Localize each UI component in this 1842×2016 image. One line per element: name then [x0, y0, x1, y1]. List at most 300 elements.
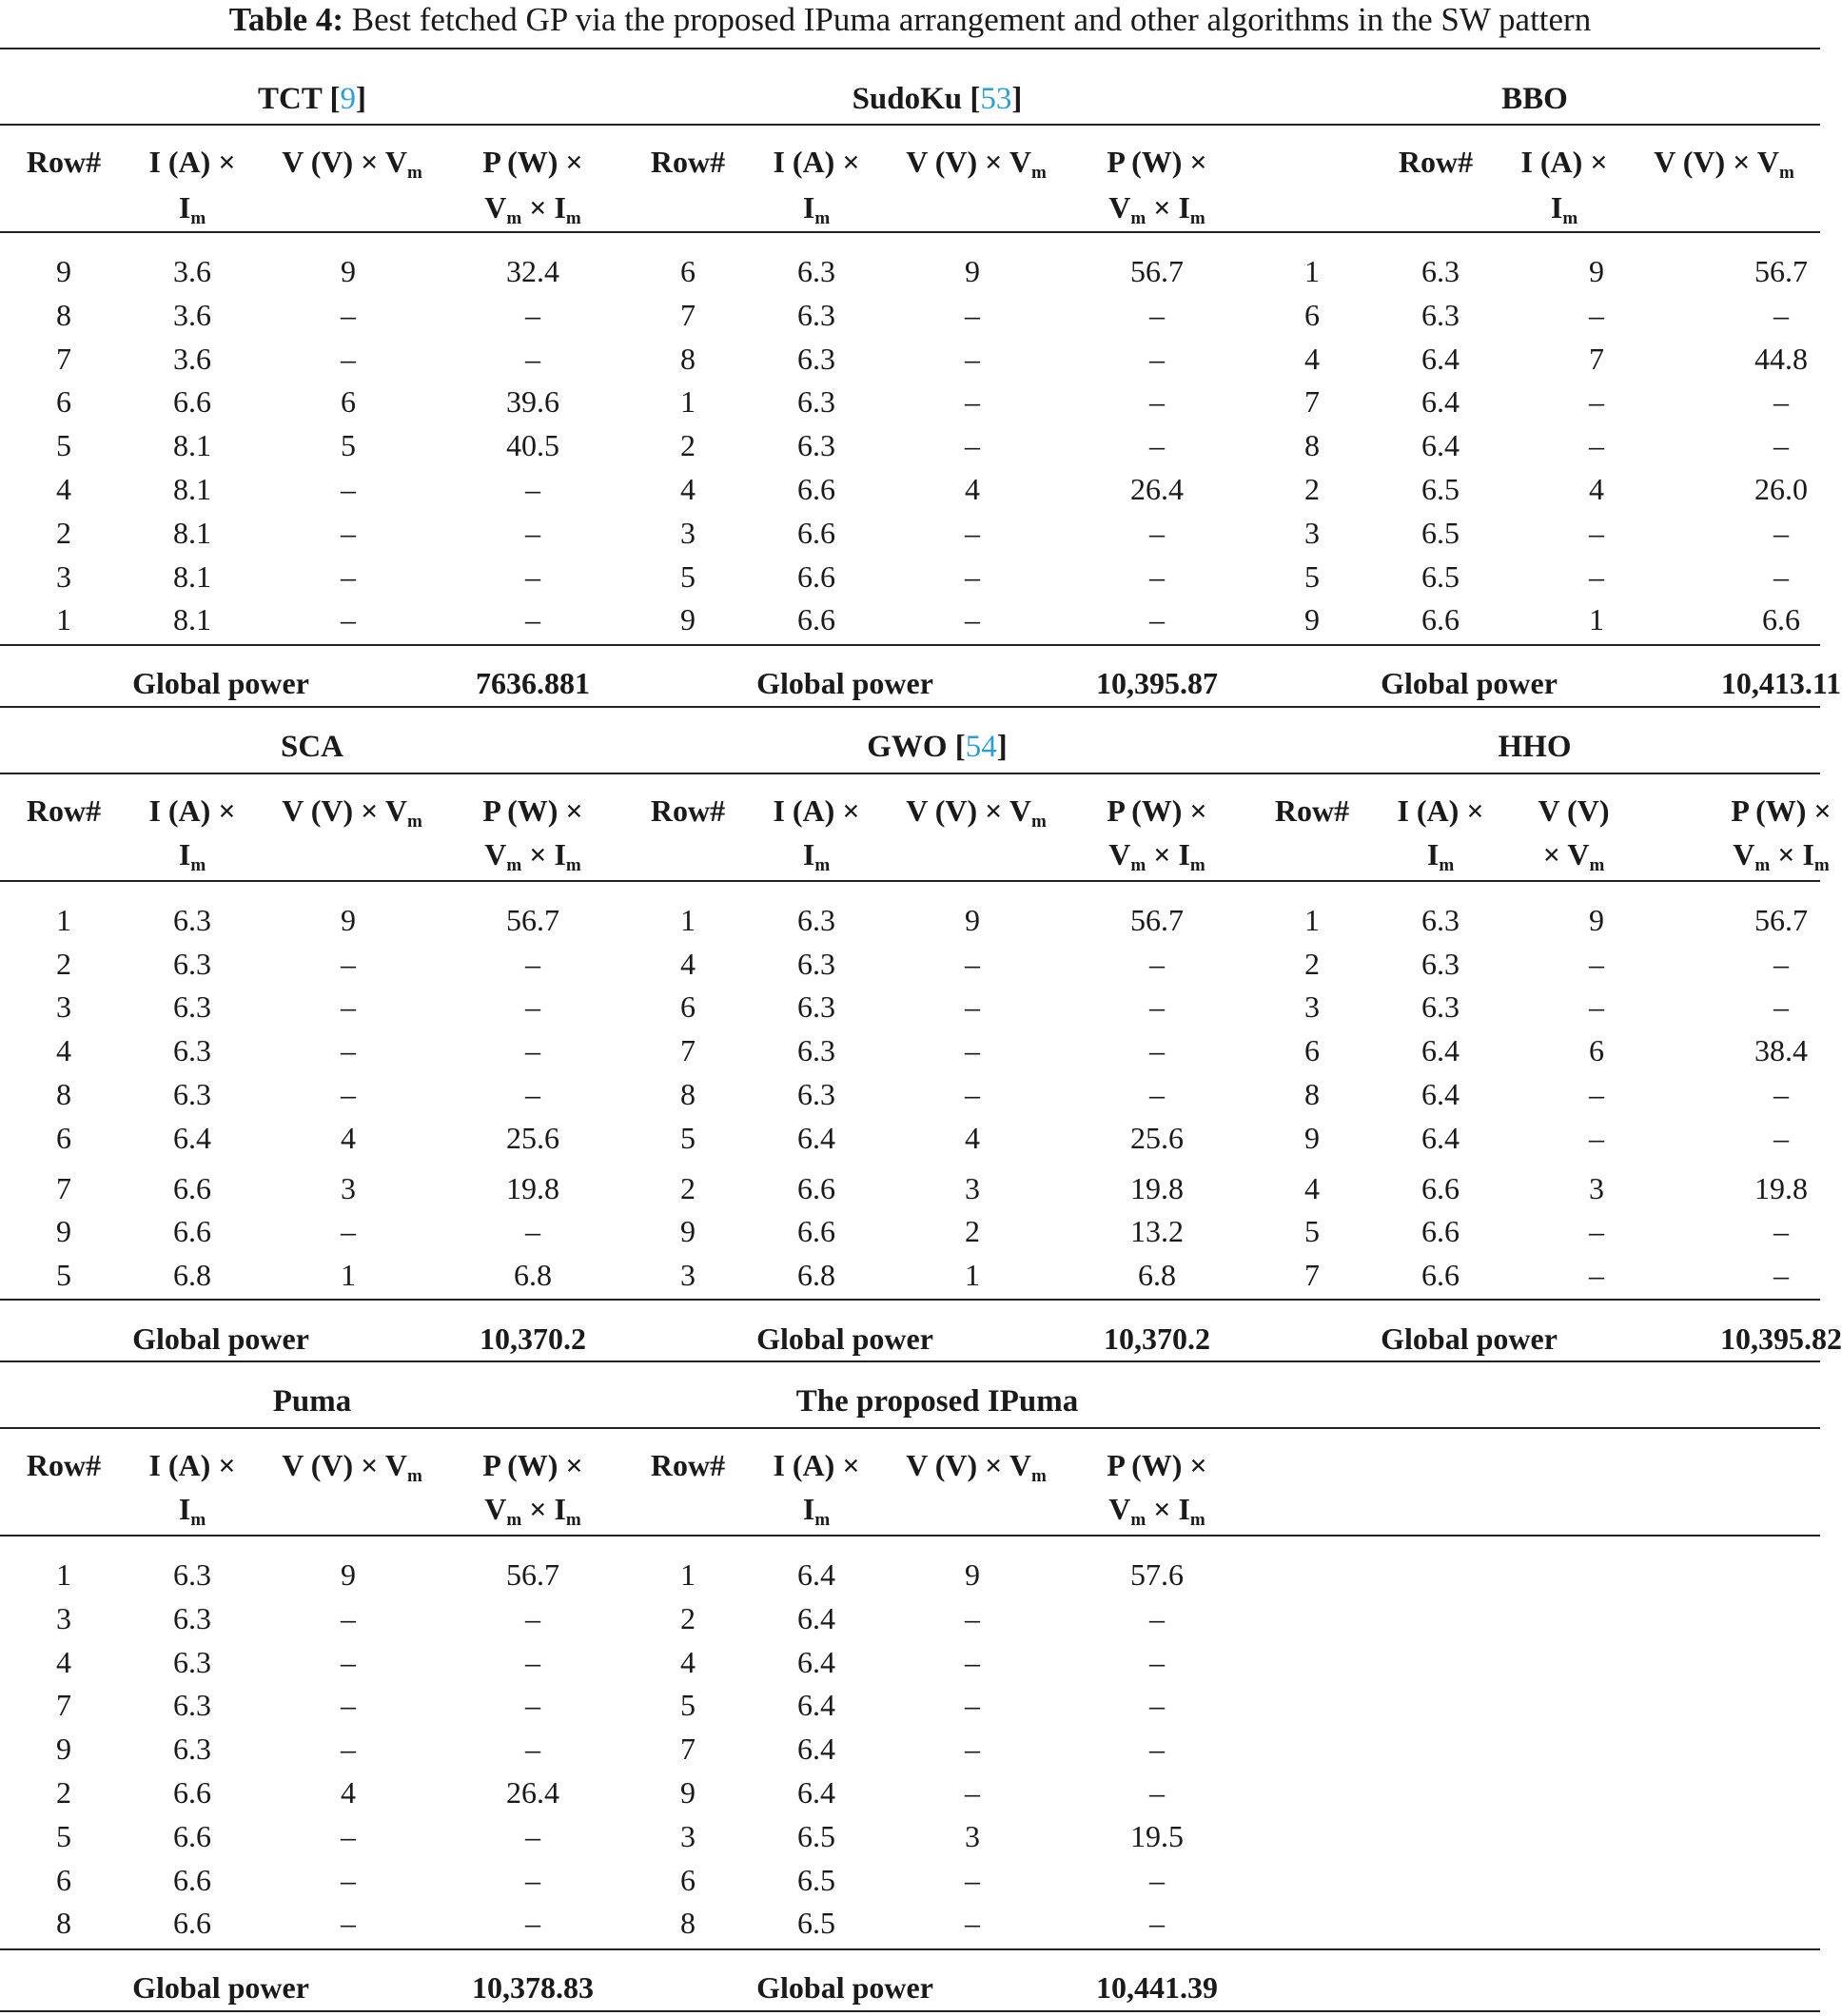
cell-row-number: 8: [680, 1906, 696, 1941]
col-header-voltage: V (V) × Vm: [906, 1448, 1047, 1486]
cell-row-number: 5: [1304, 558, 1320, 594]
cell-power: –: [525, 989, 540, 1024]
cell-current: 6.3: [797, 341, 835, 376]
cell-current: 6.3: [797, 297, 835, 332]
cell-power: –: [525, 1732, 540, 1767]
cell-voltage: –: [341, 341, 356, 376]
panel-title: TCT [9]: [257, 82, 367, 116]
cell-current: 6.6: [1421, 1214, 1460, 1248]
cell-power: 19.8: [1754, 1171, 1808, 1205]
cell-row-number: 4: [680, 1644, 696, 1679]
caption-label: Table 4:: [228, 1, 344, 38]
cell-row-number: 3: [680, 515, 696, 550]
panel-title-text: BBO: [1501, 82, 1568, 116]
cell-voltage: 6: [341, 384, 356, 420]
cell-voltage: 3: [965, 1171, 980, 1205]
caption-text: Best fetched GP via the proposed IPuma arrangement and other algorithms in the SW pattern: [351, 1, 1592, 38]
panel-title: [1498, 725, 1571, 769]
cell-power: 39.6: [506, 384, 559, 420]
cell-current: 6.3: [797, 1077, 835, 1111]
rule-line: [0, 1948, 1820, 1950]
cell-row-number: 1: [680, 903, 696, 937]
cell-power: 19.5: [1130, 1818, 1184, 1853]
citation-link[interactable]: 9: [340, 82, 357, 116]
cell-row-number: 5: [56, 1258, 71, 1292]
col-header-current: I (A) ×: [773, 145, 860, 179]
cell-voltage: 3: [341, 1171, 356, 1205]
cell-power: –: [1149, 989, 1165, 1024]
col-header-power-sub: Vm × Im: [1108, 190, 1205, 228]
cell-voltage: –: [965, 1906, 980, 1941]
panel-title: [1501, 77, 1568, 121]
cell-voltage: –: [965, 602, 980, 637]
cell-power: 56.7: [1130, 254, 1184, 288]
panel-title: SudoKu [53]: [852, 82, 1023, 116]
cell-power: –: [1773, 947, 1789, 981]
cell-power: –: [525, 1862, 540, 1897]
col-header-power: P (W) ×: [482, 145, 583, 179]
panel-title: [281, 725, 343, 769]
cell-voltage: –: [965, 1644, 980, 1679]
col-header-row: Row#: [26, 793, 102, 828]
cell-voltage: –: [341, 1033, 356, 1067]
col-header-voltage: V (V) × Vm: [282, 1448, 422, 1486]
cell-power: 32.4: [506, 254, 559, 288]
cell-voltage: –: [965, 947, 980, 981]
col-header-power-sub: Vm × Im: [484, 190, 581, 228]
cell-power: 6.8: [1138, 1258, 1176, 1292]
cell-current: 6.8: [797, 1258, 835, 1292]
cell-power: 56.7: [506, 1557, 559, 1592]
cell-row-number: 3: [56, 1600, 71, 1635]
cell-voltage: –: [965, 1775, 980, 1810]
cell-current: 6.6: [797, 558, 835, 594]
cell-row-number: 7: [56, 1171, 71, 1205]
cell-current: 6.6: [1421, 602, 1460, 637]
cell-row-number: 6: [56, 1862, 71, 1897]
col-header-current: I (A) ×: [773, 793, 860, 828]
cell-current: 6.3: [173, 947, 211, 981]
panel-title-text: SCA: [280, 730, 344, 764]
cell-current: 6.3: [173, 1732, 211, 1767]
cell-voltage: –: [965, 989, 980, 1024]
cell-voltage: –: [1589, 1258, 1604, 1292]
cell-voltage: –: [341, 1862, 356, 1897]
cell-voltage: –: [341, 297, 356, 332]
cell-voltage: –: [341, 1732, 356, 1767]
cell-row-number: 7: [680, 1033, 696, 1067]
cell-voltage: 6: [1589, 1033, 1604, 1067]
global-power-label: Global power: [1381, 1321, 1558, 1356]
cell-power: 26.0: [1754, 472, 1808, 506]
cell-power: –: [525, 1688, 540, 1723]
global-power-label: Global power: [756, 1970, 933, 2005]
cell-current: 6.6: [173, 1862, 211, 1897]
cell-power: –: [1149, 428, 1165, 463]
global-power-value: 10,395.82: [1720, 1321, 1842, 1356]
cell-row-number: 6: [680, 254, 696, 288]
cell-current: 6.6: [173, 1775, 211, 1810]
cell-current: 6.3: [173, 1644, 211, 1679]
cell-row-number: 8: [680, 341, 696, 376]
cell-current: 3.6: [173, 254, 211, 288]
rule-line: [0, 1299, 1820, 1301]
cell-power: –: [525, 297, 540, 332]
col-header-row: Row#: [1398, 145, 1474, 179]
cell-current: 6.3: [1421, 989, 1460, 1024]
col-header-voltage: V (V) × Vm: [282, 793, 422, 832]
cell-voltage: –: [341, 558, 356, 594]
cell-row-number: 9: [680, 602, 696, 637]
cell-current: 6.6: [1421, 1258, 1460, 1292]
cell-voltage: –: [965, 428, 980, 463]
panel-title: [796, 1380, 1078, 1423]
cell-power: –: [1773, 1077, 1789, 1111]
cell-power: –: [525, 947, 540, 981]
cell-row-number: 1: [56, 1557, 71, 1592]
cell-voltage: –: [965, 1688, 980, 1723]
cell-voltage: –: [965, 384, 980, 420]
cell-voltage: 9: [341, 1557, 356, 1592]
global-power-value: 10,413.11: [1720, 666, 1842, 700]
col-header-power-sub: Vm × Im: [1733, 837, 1830, 875]
cell-current: 6.4: [797, 1557, 835, 1592]
cell-row-number: 8: [56, 1906, 71, 1941]
rule-line: [0, 1427, 1820, 1429]
col-header-current-sub: Im: [1426, 837, 1455, 875]
cell-current: 6.3: [797, 947, 835, 981]
cell-power: –: [1149, 1600, 1165, 1635]
cell-row-number: 6: [56, 384, 71, 420]
cell-power: –: [1149, 1077, 1165, 1111]
col-header-current-sub: Im: [802, 1492, 831, 1530]
cell-power: –: [1149, 1732, 1165, 1767]
cell-voltage: 9: [341, 903, 356, 937]
cell-voltage: –: [341, 472, 356, 506]
global-power-value: 7636.881: [476, 666, 590, 700]
global-power-value: 10,370.2: [480, 1321, 586, 1356]
rule-line: [0, 2010, 1820, 2012]
cell-current: 6.6: [173, 1906, 211, 1941]
cell-row-number: 5: [680, 1688, 696, 1723]
cell-row-number: 3: [680, 1258, 696, 1292]
cell-voltage: –: [965, 1862, 980, 1897]
global-power-value: 10,441.39: [1096, 1970, 1218, 2005]
cell-row-number: 1: [56, 903, 71, 937]
cell-current: 6.3: [173, 903, 211, 937]
col-header-current-sub: Im: [1550, 190, 1578, 228]
cell-voltage: –: [341, 1688, 356, 1723]
cell-current: 6.5: [797, 1862, 835, 1897]
global-power-value: 10,395.87: [1096, 666, 1218, 700]
cell-current: 6.6: [173, 1171, 211, 1205]
cell-row-number: 5: [680, 1121, 696, 1155]
cell-voltage: –: [341, 1644, 356, 1679]
cell-voltage: –: [341, 1818, 356, 1853]
cell-row-number: 8: [56, 1077, 71, 1111]
global-power-label: Global power: [756, 1321, 933, 1356]
col-header-power: P (W) ×: [482, 1448, 583, 1482]
cell-current: 6.3: [1421, 903, 1460, 937]
col-header-current-sub: Im: [178, 837, 206, 875]
cell-current: 6.3: [1421, 297, 1460, 332]
cell-power: –: [525, 1214, 540, 1248]
cell-voltage: 5: [341, 428, 356, 463]
cell-power: –: [1149, 341, 1165, 376]
cell-voltage: –: [1589, 515, 1604, 550]
cell-row-number: 4: [1304, 341, 1320, 376]
cell-current: 6.6: [797, 472, 835, 506]
panel-title-text: GWO: [867, 730, 948, 764]
cell-current: 6.6: [1421, 1171, 1460, 1205]
cell-current: 8.1: [173, 472, 211, 506]
cell-row-number: 2: [1304, 472, 1320, 506]
col-header-current: I (A) ×: [148, 145, 236, 179]
cell-current: 6.4: [797, 1775, 835, 1810]
col-header-row: Row#: [1274, 793, 1350, 828]
rule-line: [0, 124, 1820, 126]
cell-power: 26.4: [506, 1775, 559, 1810]
cell-power: –: [1773, 515, 1789, 550]
col-header-voltage: V (V): [1538, 793, 1610, 828]
col-header-voltage-sub: × Vm: [1542, 837, 1605, 875]
cell-row-number: 9: [680, 1775, 696, 1810]
cell-power: –: [1149, 1775, 1165, 1810]
cell-current: 6.4: [1421, 428, 1460, 463]
cell-current: 6.3: [1421, 947, 1460, 981]
cell-row-number: 3: [56, 989, 71, 1024]
col-header-voltage: V (V) × Vm: [1654, 145, 1794, 183]
cell-current: 6.6: [797, 515, 835, 550]
cell-row-number: 1: [56, 602, 71, 637]
col-header-power: P (W) ×: [1107, 793, 1207, 828]
cell-current: 8.1: [173, 515, 211, 550]
cell-power: 26.4: [1130, 472, 1184, 506]
cell-voltage: 9: [1589, 254, 1604, 288]
cell-row-number: 9: [56, 254, 71, 288]
rule-line: [0, 706, 1820, 708]
panel-title: GWO [54]: [867, 730, 1008, 764]
cell-voltage: 9: [965, 254, 980, 288]
cell-current: 6.3: [797, 989, 835, 1024]
cell-row-number: 3: [680, 1818, 696, 1853]
cell-voltage: –: [341, 515, 356, 550]
cell-voltage: 9: [965, 903, 980, 937]
cell-voltage: –: [965, 1600, 980, 1635]
cell-voltage: –: [1589, 297, 1604, 332]
cell-voltage: 1: [1589, 602, 1604, 637]
cell-current: 6.4: [173, 1121, 211, 1155]
cell-voltage: 1: [341, 1258, 356, 1292]
cell-current: 3.6: [173, 297, 211, 332]
cell-power: 25.6: [506, 1121, 559, 1155]
cell-power: –: [525, 472, 540, 506]
global-power-label: Global power: [132, 1970, 309, 2005]
cell-voltage: –: [1589, 947, 1604, 981]
cell-row-number: 7: [1304, 1258, 1320, 1292]
cell-voltage: –: [341, 1600, 356, 1635]
cell-row-number: 7: [56, 1688, 71, 1723]
rule-line: [0, 1360, 1820, 1362]
cell-current: 6.6: [797, 1171, 835, 1205]
citation-link[interactable]: 53: [980, 82, 1012, 116]
cell-row-number: 9: [680, 1214, 696, 1248]
cell-power: –: [525, 341, 540, 376]
cell-power: –: [1149, 384, 1165, 420]
cell-row-number: 2: [680, 1600, 696, 1635]
rule-line: [0, 231, 1820, 233]
panel-title-text: The proposed IPuma: [795, 1384, 1079, 1419]
cell-current: 6.4: [1421, 384, 1460, 420]
cell-row-number: 7: [680, 297, 696, 332]
cell-power: –: [1773, 428, 1789, 463]
cell-row-number: 1: [1304, 903, 1320, 937]
col-header-voltage: V (V) × Vm: [906, 145, 1047, 183]
cell-voltage: 3: [1589, 1171, 1604, 1205]
cell-row-number: 2: [680, 428, 696, 463]
col-header-current: I (A) ×: [1397, 793, 1484, 828]
global-power-value: 10,378.83: [472, 1970, 594, 2005]
cell-power: –: [1773, 297, 1789, 332]
cell-current: 6.3: [1421, 254, 1460, 288]
cell-power: 19.8: [506, 1171, 559, 1205]
cell-current: 6.3: [173, 1557, 211, 1592]
cell-current: 8.1: [173, 558, 211, 594]
cell-voltage: –: [1589, 1077, 1604, 1111]
cell-current: 6.6: [173, 384, 211, 420]
cell-voltage: 2: [965, 1214, 980, 1248]
col-header-row: Row#: [26, 145, 102, 179]
cell-current: 6.6: [173, 1214, 211, 1248]
cell-current: 6.6: [797, 1214, 835, 1248]
cell-voltage: 7: [1589, 341, 1604, 376]
col-header-current: I (A) ×: [148, 1448, 236, 1482]
cell-voltage: –: [965, 341, 980, 376]
cell-row-number: 4: [1304, 1171, 1320, 1205]
cell-power: –: [525, 1818, 540, 1853]
cell-power: –: [1149, 1644, 1165, 1679]
cell-row-number: 1: [1304, 254, 1320, 288]
col-header-power: P (W) ×: [1731, 793, 1832, 828]
cell-power: 57.6: [1130, 1557, 1184, 1592]
cell-voltage: –: [341, 947, 356, 981]
cell-current: 6.4: [797, 1688, 835, 1723]
cell-row-number: 2: [56, 1775, 71, 1810]
cell-power: –: [1149, 297, 1165, 332]
cell-power: –: [1149, 515, 1165, 550]
cell-power: 6.8: [514, 1258, 552, 1292]
col-header-power-sub: Vm × Im: [1108, 837, 1205, 875]
cell-current: 6.3: [797, 428, 835, 463]
cell-voltage: 4: [341, 1121, 356, 1155]
cell-current: 6.3: [797, 384, 835, 420]
rule-line: [0, 773, 1820, 774]
col-header-row: Row#: [650, 145, 726, 179]
panel-title-text: TCT: [257, 82, 323, 116]
cell-row-number: 9: [1304, 1121, 1320, 1155]
cell-power: 56.7: [506, 903, 559, 937]
cell-current: 6.5: [1421, 558, 1460, 594]
cell-power: –: [1149, 558, 1165, 594]
cell-voltage: –: [965, 1033, 980, 1067]
col-header-current-sub: Im: [802, 190, 831, 228]
cell-power: –: [525, 515, 540, 550]
citation-link[interactable]: 54: [965, 730, 997, 764]
cell-row-number: 4: [680, 472, 696, 506]
col-header-current: I (A) ×: [1520, 145, 1608, 179]
cell-row-number: 6: [680, 989, 696, 1024]
cell-power: 25.6: [1130, 1121, 1184, 1155]
cell-voltage: 9: [1589, 903, 1604, 937]
cell-row-number: 7: [56, 341, 71, 376]
global-power-label: Global power: [756, 666, 933, 700]
col-header-power-sub: Vm × Im: [484, 837, 581, 875]
cell-power: –: [1149, 1906, 1165, 1941]
cell-row-number: 5: [56, 428, 71, 463]
panel-title-text: Puma: [272, 1384, 352, 1419]
col-header-row: Row#: [650, 1448, 726, 1482]
col-header-current-sub: Im: [178, 190, 206, 228]
cell-voltage: 1: [965, 1258, 980, 1292]
cell-power: –: [525, 558, 540, 594]
cell-current: 6.4: [797, 1644, 835, 1679]
cell-row-number: 6: [1304, 297, 1320, 332]
cell-voltage: –: [1589, 989, 1604, 1024]
cell-row-number: 1: [680, 384, 696, 420]
cell-row-number: 8: [680, 1077, 696, 1111]
col-header-row: Row#: [26, 1448, 102, 1482]
rule-line: [0, 644, 1820, 646]
cell-row-number: 1: [680, 1557, 696, 1592]
cell-voltage: 3: [965, 1818, 980, 1853]
cell-current: 6.4: [1421, 1121, 1460, 1155]
cell-row-number: 2: [56, 947, 71, 981]
cell-power: –: [1773, 1121, 1789, 1155]
cell-row-number: 2: [680, 1171, 696, 1205]
cell-current: 6.4: [797, 1121, 835, 1155]
cell-voltage: 4: [965, 1121, 980, 1155]
cell-power: –: [1773, 384, 1789, 420]
cell-current: 6.6: [797, 602, 835, 637]
cell-row-number: 2: [1304, 947, 1320, 981]
cell-voltage: 4: [1589, 472, 1604, 506]
cell-power: –: [525, 1033, 540, 1067]
cell-current: 6.3: [173, 1033, 211, 1067]
cell-current: 6.5: [797, 1818, 835, 1853]
cell-voltage: 4: [341, 1775, 356, 1810]
global-power-label: Global power: [132, 1321, 309, 1356]
global-power-label: Global power: [132, 666, 309, 700]
cell-current: 6.4: [797, 1732, 835, 1767]
cell-power: –: [1149, 602, 1165, 637]
cell-power: 44.8: [1754, 341, 1808, 376]
cell-power: –: [525, 1077, 540, 1111]
cell-current: 6.3: [173, 1688, 211, 1723]
col-header-power: P (W) ×: [1107, 145, 1207, 179]
cell-power: 38.4: [1754, 1033, 1808, 1067]
cell-current: 3.6: [173, 341, 211, 376]
cell-power: –: [1773, 1214, 1789, 1248]
cell-power: 56.7: [1130, 903, 1184, 937]
cell-row-number: 6: [56, 1121, 71, 1155]
cell-voltage: –: [965, 1077, 980, 1111]
global-power-label: Global power: [1381, 666, 1558, 700]
cell-current: 6.6: [173, 1818, 211, 1853]
cell-power: –: [1773, 989, 1789, 1024]
cell-power: 56.7: [1754, 254, 1808, 288]
panel-title-text: HHO: [1498, 730, 1572, 764]
cell-voltage: –: [965, 558, 980, 594]
